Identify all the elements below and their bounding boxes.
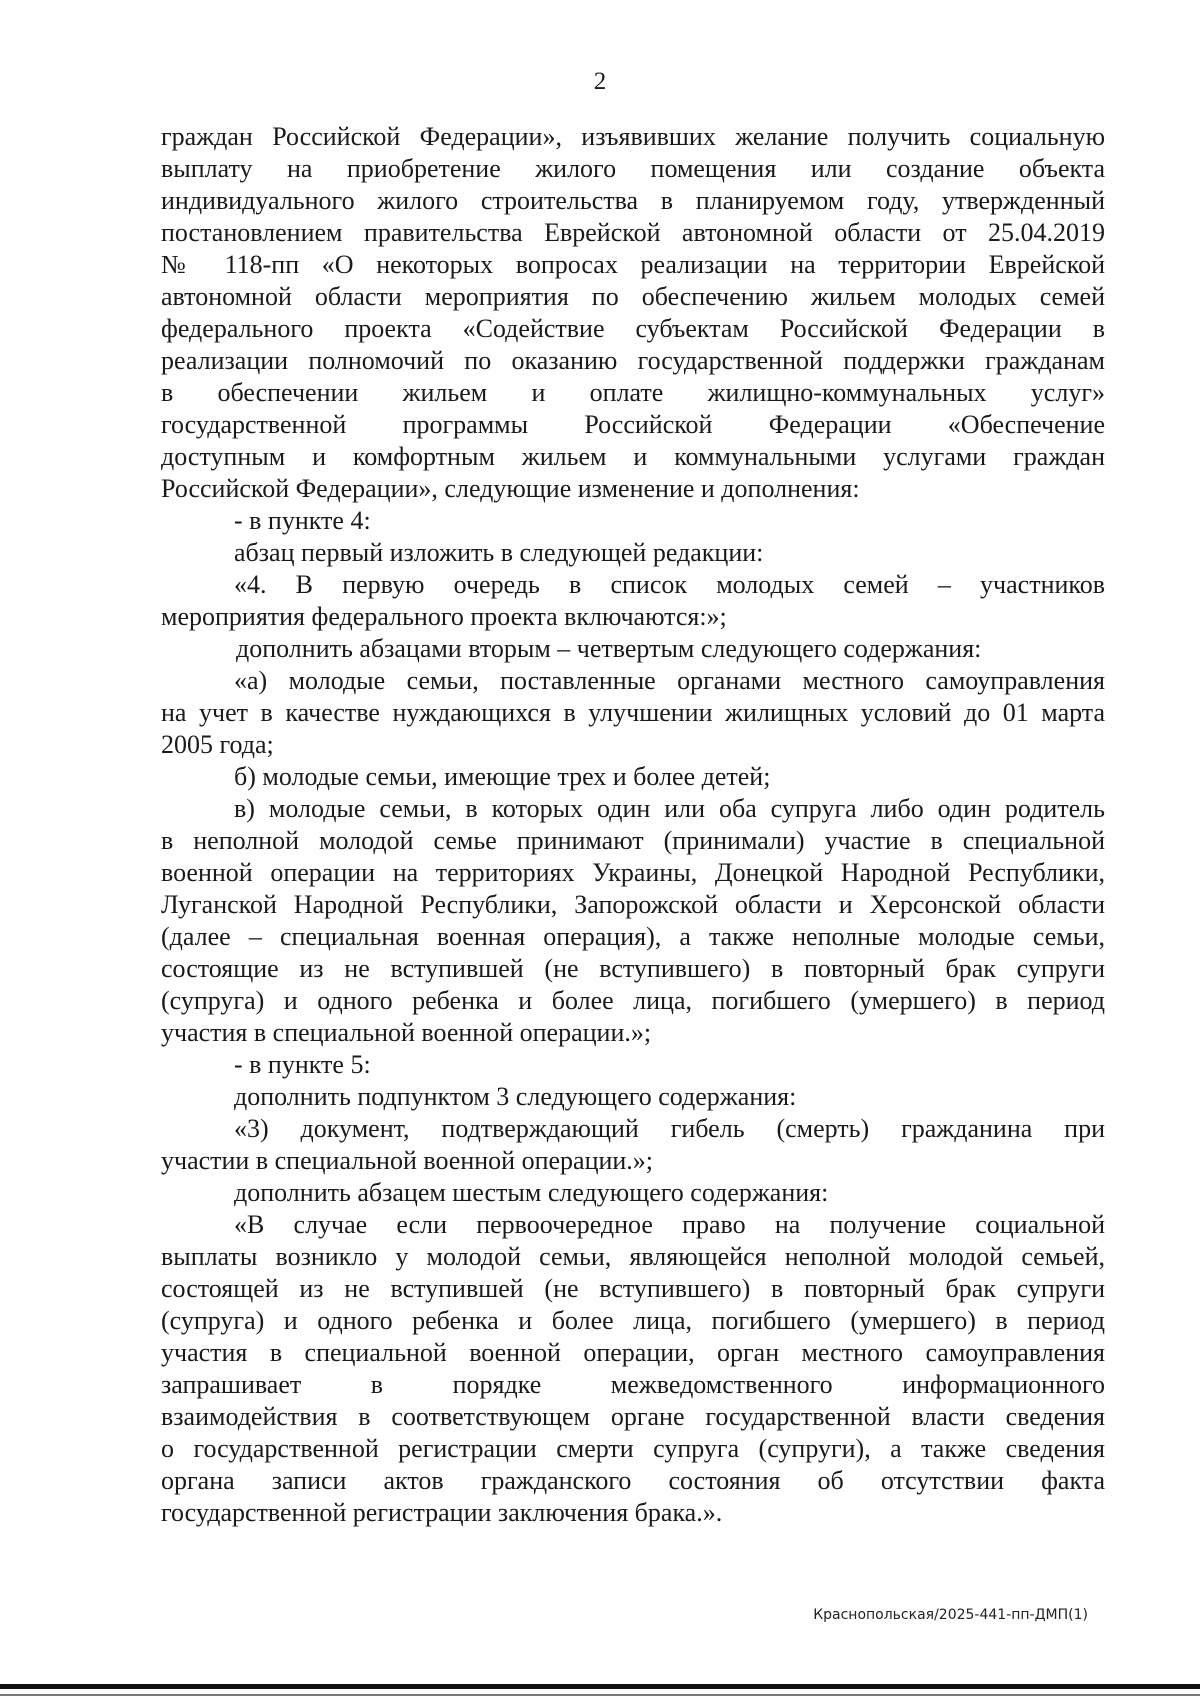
text-line: абзац первый изложить в следующей редакции: [234,538,764,567]
text-line: участии в специальной военной операции.»; [161,1146,654,1175]
text-line: - в пункте 4: [234,506,371,535]
text-line: граждан Российской Федерации», изъявивших желание получить социальную [161,122,1105,151]
text-line: Луганской Народной Республики, Запорожской области и Херсонской области [161,890,1105,919]
text-line: (супруга) и одного ребенка и более лица, погибшего (умершего) в период [161,1306,1105,1335]
document-code: Краснопольская/2025-441-пп-ДМП(1) [813,1607,1088,1623]
scan-edge-line [0,1684,1200,1689]
text-line: в неполной молодой семье принимают (принимали) участие в специальной [161,826,1105,855]
text-line: «В случае если первоочередное право на получение социальной [234,1210,1105,1239]
text-line: постановлением правительства Еврейской автономной области от 25.04.2019 [161,218,1105,247]
text-line: дополнить абзацами вторым – четвертым следующего содержания: [236,634,982,663]
text-line: выплаты возникло у молодой семьи, являющейся неполной молодой семьей, [161,1242,1105,1271]
text-line: автономной области мероприятия по обеспечению жильем молодых семей [161,282,1105,311]
text-line: о государственной регистрации смерти супруга (супруги), а также сведения [161,1434,1105,1463]
text-line: б) молодые семьи, имеющие трех и более детей; [234,762,771,791]
text-line: Российской Федерации», следующие изменение и дополнения: [161,474,860,503]
text-line: (супруга) и одного ребенка и более лица, погибшего (умершего) в период [161,986,1105,1015]
text-line: на учет в качестве нуждающихся в улучшении жилищных условий до 01 марта [161,698,1105,727]
text-line: органа записи актов гражданского состояния об отсутствии факта [161,1466,1105,1495]
text-line: состоящие из не вступившей (не вступившего) в повторный брак супруги [161,954,1105,983]
text-line: выплату на приобретение жилого помещения или создание объекта [161,154,1105,183]
text-line: «а) молодые семьи, поставленные органами местного самоуправления [234,666,1105,695]
scan-edge-line-thin [0,1694,1200,1696]
text-line: в обеспечении жильем и оплате жилищно-коммунальных услуг» [161,378,1105,407]
text-line: взаимодействия в соответствующем органе государственной власти сведения [161,1402,1105,1431]
text-line: (далее – специальная военная операция), а также неполные молодые семьи, [161,922,1105,951]
text-line: 2005 года; [161,730,274,759]
text-line: участия в специальной военной операции, орган местного самоуправления [161,1338,1105,1367]
text-line: участия в специальной военной операции.»; [161,1018,652,1047]
document-body [161,121,1105,1529]
text-line: дополнить абзацем шестым следующего содержания: [234,1178,829,1207]
text-line: федерального проекта «Содействие субъектам Российской Федерации в [161,314,1105,343]
text-line: мероприятия федерального проекта включаются:»; [161,602,727,631]
text-line: доступным и комфортным жильем и коммунальными услугами граждан [161,442,1105,471]
text-line: государственной регистрации заключения брака.». [161,1498,723,1527]
text-line: индивидуального жилого строительства в планируемом году, утвержденный [161,186,1105,215]
text-line: в) молодые семьи, в которых один или оба супруга либо один родитель [234,794,1105,823]
text-line: государственной программы Российской Федерации «Обеспечение [161,410,1105,439]
text-line: дополнить подпунктом 3 следующего содержания: [234,1082,797,1111]
text-line: - в пункте 5: [234,1050,371,1079]
text-line: реализации полномочий по оказанию государственной поддержки гражданам [161,346,1105,375]
text-line: № 118-пп «О некоторых вопросах реализации на территории Еврейской [161,250,1105,279]
text-line: запрашивает в порядке межведомственного информационного [161,1370,1105,1399]
text-line: «3) документ, подтверждающий гибель (смерть) гражданина при [234,1114,1105,1143]
text-line: состоящей из не вступившей (не вступившего) в повторный брак супруги [161,1274,1105,1303]
text-line: военной операции на территориях Украины, Донецкой Народной Республики, [161,858,1105,887]
page-number: 2 [593,68,607,95]
text-line: «4. В первую очередь в список молодых семей – участников [234,570,1105,599]
